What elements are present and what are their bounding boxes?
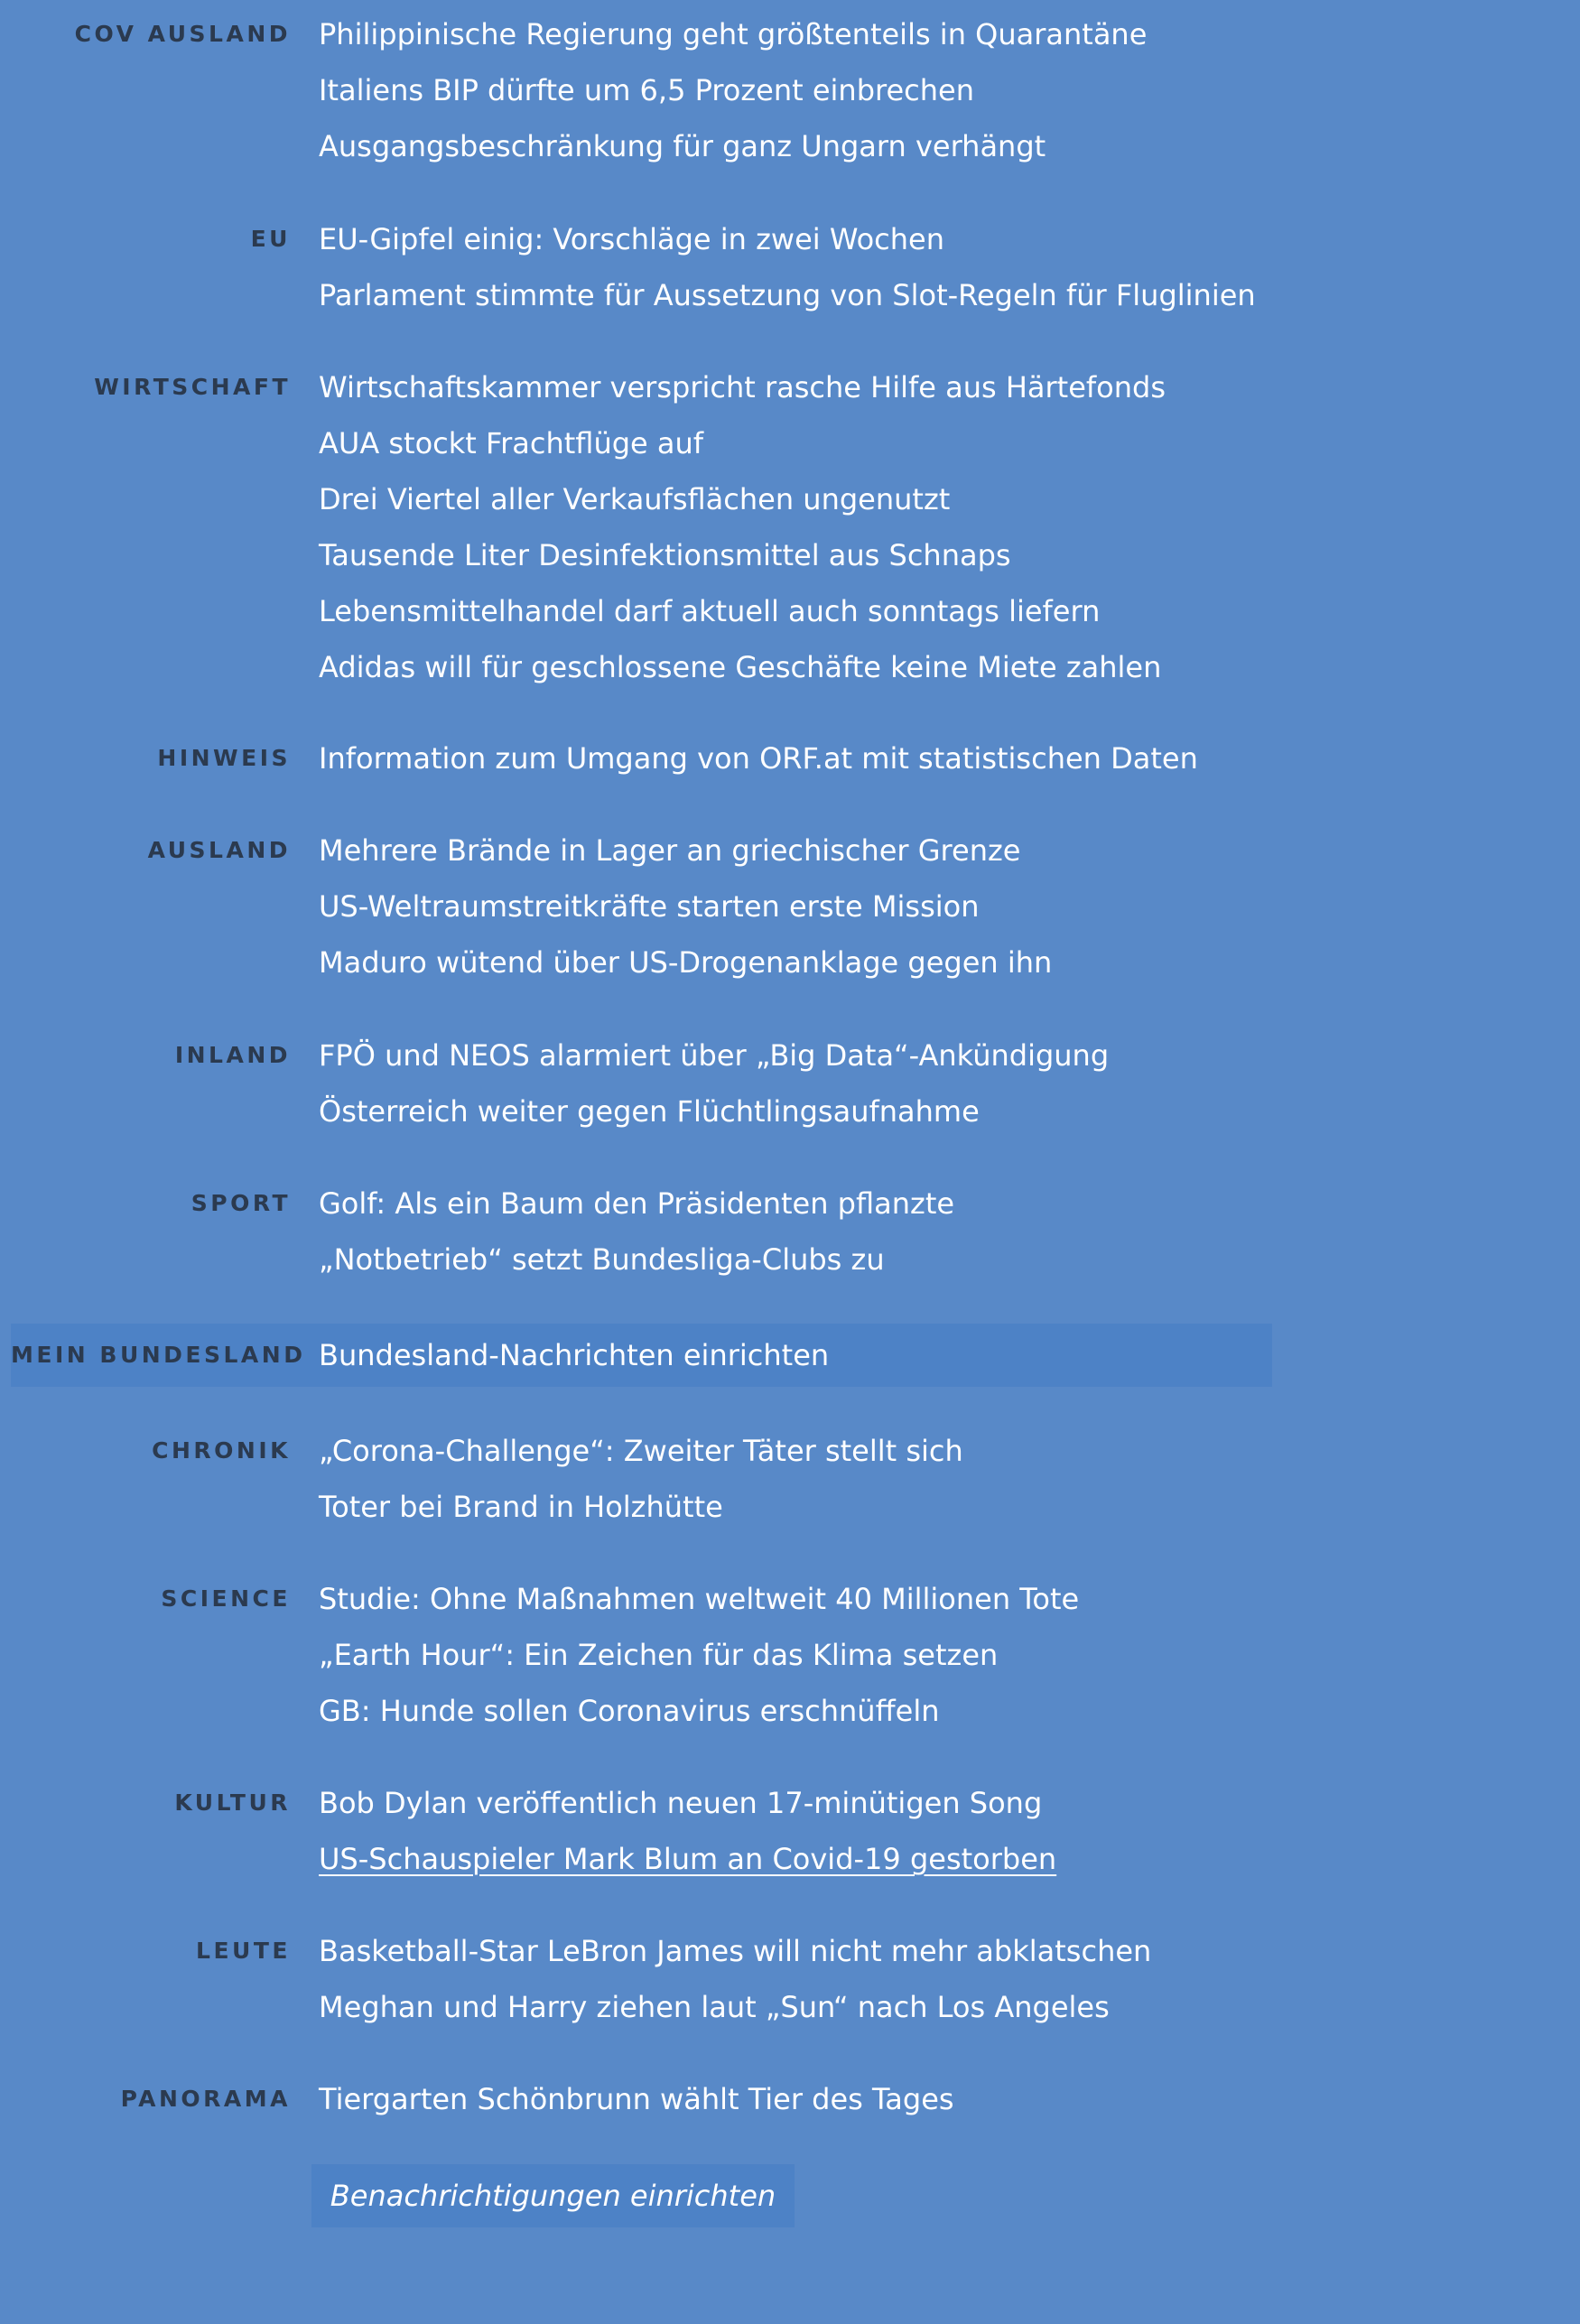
category-label: PANORAMA [120, 2086, 291, 2112]
headline-link[interactable]: Mehrere Brände in Lager an griechischer Grenze [319, 833, 1021, 868]
category-label: KULTUR [174, 1789, 291, 1816]
headline-link[interactable]: Meghan und Harry ziehen laut „Sun“ nach Los Angeles [319, 1990, 1110, 2024]
headline-link[interactable]: „Notbetrieb“ setzt Bundesliga-Clubs zu [319, 1242, 885, 1277]
headline-link[interactable]: Ausgangsbeschränkung für ganz Ungarn verhängt [319, 129, 1046, 163]
category-label: WIRTSCHAFT [94, 374, 291, 400]
headline-link[interactable]: Maduro wütend über US-Drogenanklage gegen ihn [319, 945, 1053, 980]
category-label: COV AUSLAND [74, 21, 291, 47]
category-label: AUSLAND [147, 837, 291, 863]
headline-link[interactable]: Information zum Umgang von ORF.at mit statistischen Daten [319, 741, 1198, 776]
category-label: SPORT [191, 1190, 291, 1216]
headline-link[interactable]: Drei Viertel aller Verkaufsflächen ungenutzt [319, 482, 951, 516]
headline-link[interactable]: Golf: Als ein Baum den Präsidenten pflanzte [319, 1186, 955, 1221]
headline-link-hovered[interactable]: US-Schauspieler Mark Blum an Covid-19 gestorben [319, 1842, 1057, 1876]
headline-link[interactable]: Parlament stimmte für Aussetzung von Slot-Regeln für Fluglinien [319, 278, 1256, 312]
category-label: HINWEIS [157, 745, 291, 771]
headline-link[interactable]: Toter bei Brand in Holzhütte [319, 1490, 723, 1524]
bundesland-setup-link[interactable]: Bundesland-Nachrichten einrichten [319, 1338, 830, 1372]
category-label: SCIENCE [161, 1585, 291, 1612]
category-label: CHRONIK [152, 1437, 291, 1464]
headline-link[interactable]: FPÖ und NEOS alarmiert über „Big Data“-Ankündigung [319, 1038, 1110, 1073]
headline-link[interactable]: Adidas will für geschlossene Geschäfte keine Miete zahlen [319, 650, 1162, 684]
headline-link[interactable]: Tausende Liter Desinfektionsmittel aus Schnaps [319, 538, 1011, 572]
headline-link[interactable]: Wirtschaftskammer verspricht rasche Hilfe aus Härtefonds [319, 370, 1166, 404]
headline-link[interactable]: Philippinische Regierung geht größtenteils in Quarantäne [319, 17, 1148, 51]
headline-link[interactable]: US-Weltraumstreitkräfte starten erste Mission [319, 889, 980, 924]
category-label: MEIN BUNDESLAND [11, 1342, 306, 1368]
headline-link[interactable]: Basketball-Star LeBron James will nicht mehr abklatschen [319, 1934, 1152, 1968]
notifications-setup-button[interactable]: Benachrichtigungen einrichten [311, 2164, 795, 2227]
headline-link[interactable]: GB: Hunde sollen Coronavirus erschnüffeln [319, 1694, 940, 1728]
headline-link[interactable]: Italiens BIP dürfte um 6,5 Prozent einbrechen [319, 73, 974, 107]
headline-link[interactable]: AUA stockt Frachtflüge auf [319, 426, 704, 460]
headline-link[interactable]: Österreich weiter gegen Flüchtlingsaufnahme [319, 1094, 980, 1129]
headline-link[interactable]: Bob Dylan veröffentlich neuen 17-minütigen Song [319, 1786, 1043, 1820]
headline-link[interactable]: „Earth Hour“: Ein Zeichen für das Klima setzen [319, 1638, 999, 1672]
headline-link[interactable]: Lebensmittelhandel darf aktuell auch sonntags liefern [319, 594, 1101, 628]
category-label: EU [250, 226, 291, 252]
headline-link[interactable]: „Corona-Challenge“: Zweiter Täter stellt sich [319, 1434, 963, 1468]
headline-link[interactable]: Studie: Ohne Maßnahmen weltweit 40 Millionen Tote [319, 1582, 1080, 1616]
category-label: INLAND [174, 1042, 291, 1068]
headline-link[interactable]: EU-Gipfel einig: Vorschläge in zwei Wochen [319, 222, 944, 256]
headline-link[interactable]: Tiergarten Schönbrunn wählt Tier des Tages [319, 2082, 954, 2116]
category-label: LEUTE [196, 1938, 291, 1964]
